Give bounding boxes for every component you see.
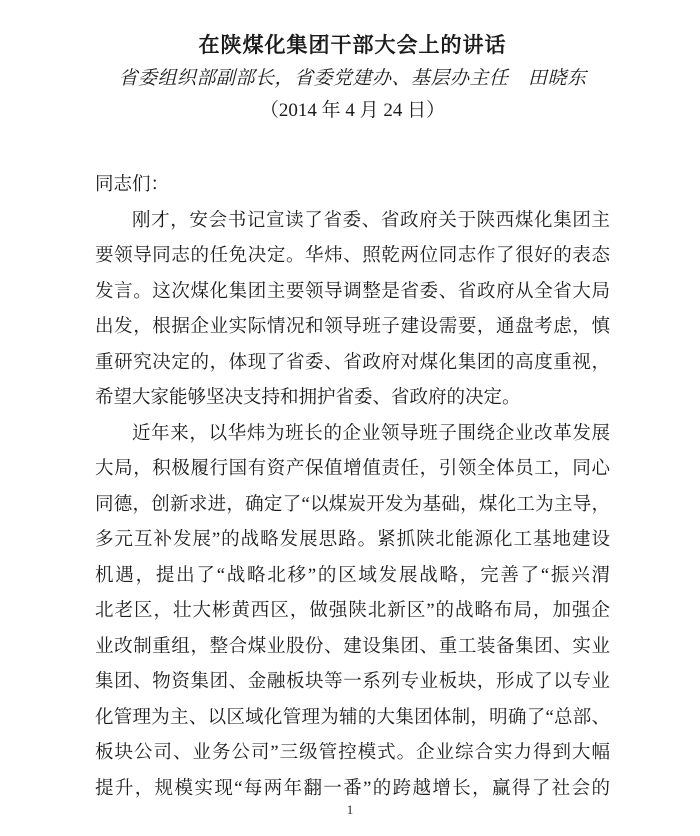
paragraph <box>95 417 610 808</box>
author-line: 省委组织部副部长，省委党建办、基层办主任 田晓东 <box>118 68 587 89</box>
salutation-line: 同志们： <box>95 175 170 195</box>
text-line: 大局，积极履行国有资产保值增值责任，引领全体员工，同心 <box>95 459 610 479</box>
text-line: 要领导同志的任免决定。华炜、照乾两位同志作了很好的表态 <box>95 246 610 266</box>
text-line: 板块公司、业务公司”三级管控模式。企业综合实力得到大幅 <box>95 743 610 763</box>
text-line: 提升，规模实现“每两年翻一番”的跨越增长，赢得了社会的 <box>95 778 610 799</box>
text-line: 重研究决定的，体现了省委、省政府对煤化集团的高度重视， <box>95 352 610 373</box>
document-body <box>95 168 610 807</box>
text-line: 近年来，以华炜为班长的企业领导班子围绕企业改革发展 <box>132 423 610 444</box>
document-title: 在陕煤化集团干部大会上的讲话 <box>198 33 507 57</box>
text-line: 发言。这次煤化集团主要领导调整是省委、省政府从全省大局 <box>95 281 610 302</box>
text-line: 机遇，提出了“战略北移”的区域发展战略，完善了“振兴渭 <box>95 565 610 586</box>
text-line: 北老区，壮大彬黄西区，做强陕北新区”的战略布局，加强企 <box>95 601 610 621</box>
text-line: 业改制重组，整合煤业股份、建设集团、重工装备集团、实业 <box>95 636 610 657</box>
date-line: （2014 年 4 月 24 日） <box>259 100 446 121</box>
text-line: 出发，根据企业实际情况和领导班子建设需要，通盘考虑，慎 <box>95 317 610 337</box>
text-line: 希望大家能够坚决支持和拥护省委、省政府的决定。 <box>95 388 521 408</box>
text-line: 同德，创新求进，确定了“以煤炭开发为基础，煤化工为主导， <box>95 494 610 515</box>
text-line: 刚才，安会书记宣读了省委、省政府关于陕西煤化集团主 <box>132 210 610 231</box>
paragraph <box>95 204 610 417</box>
page-number: 1 <box>346 802 354 817</box>
text-line: 集团、物资集团、金融板块等一系列专业板块，形成了以专业 <box>95 672 610 692</box>
text-line: 多元互补发展”的战略发展思路。紧抓陕北能源化工基地建设 <box>95 530 610 550</box>
text-line: 化管理为主、以区域化管理为辅的大集团体制，明确了“总部、 <box>95 707 610 728</box>
